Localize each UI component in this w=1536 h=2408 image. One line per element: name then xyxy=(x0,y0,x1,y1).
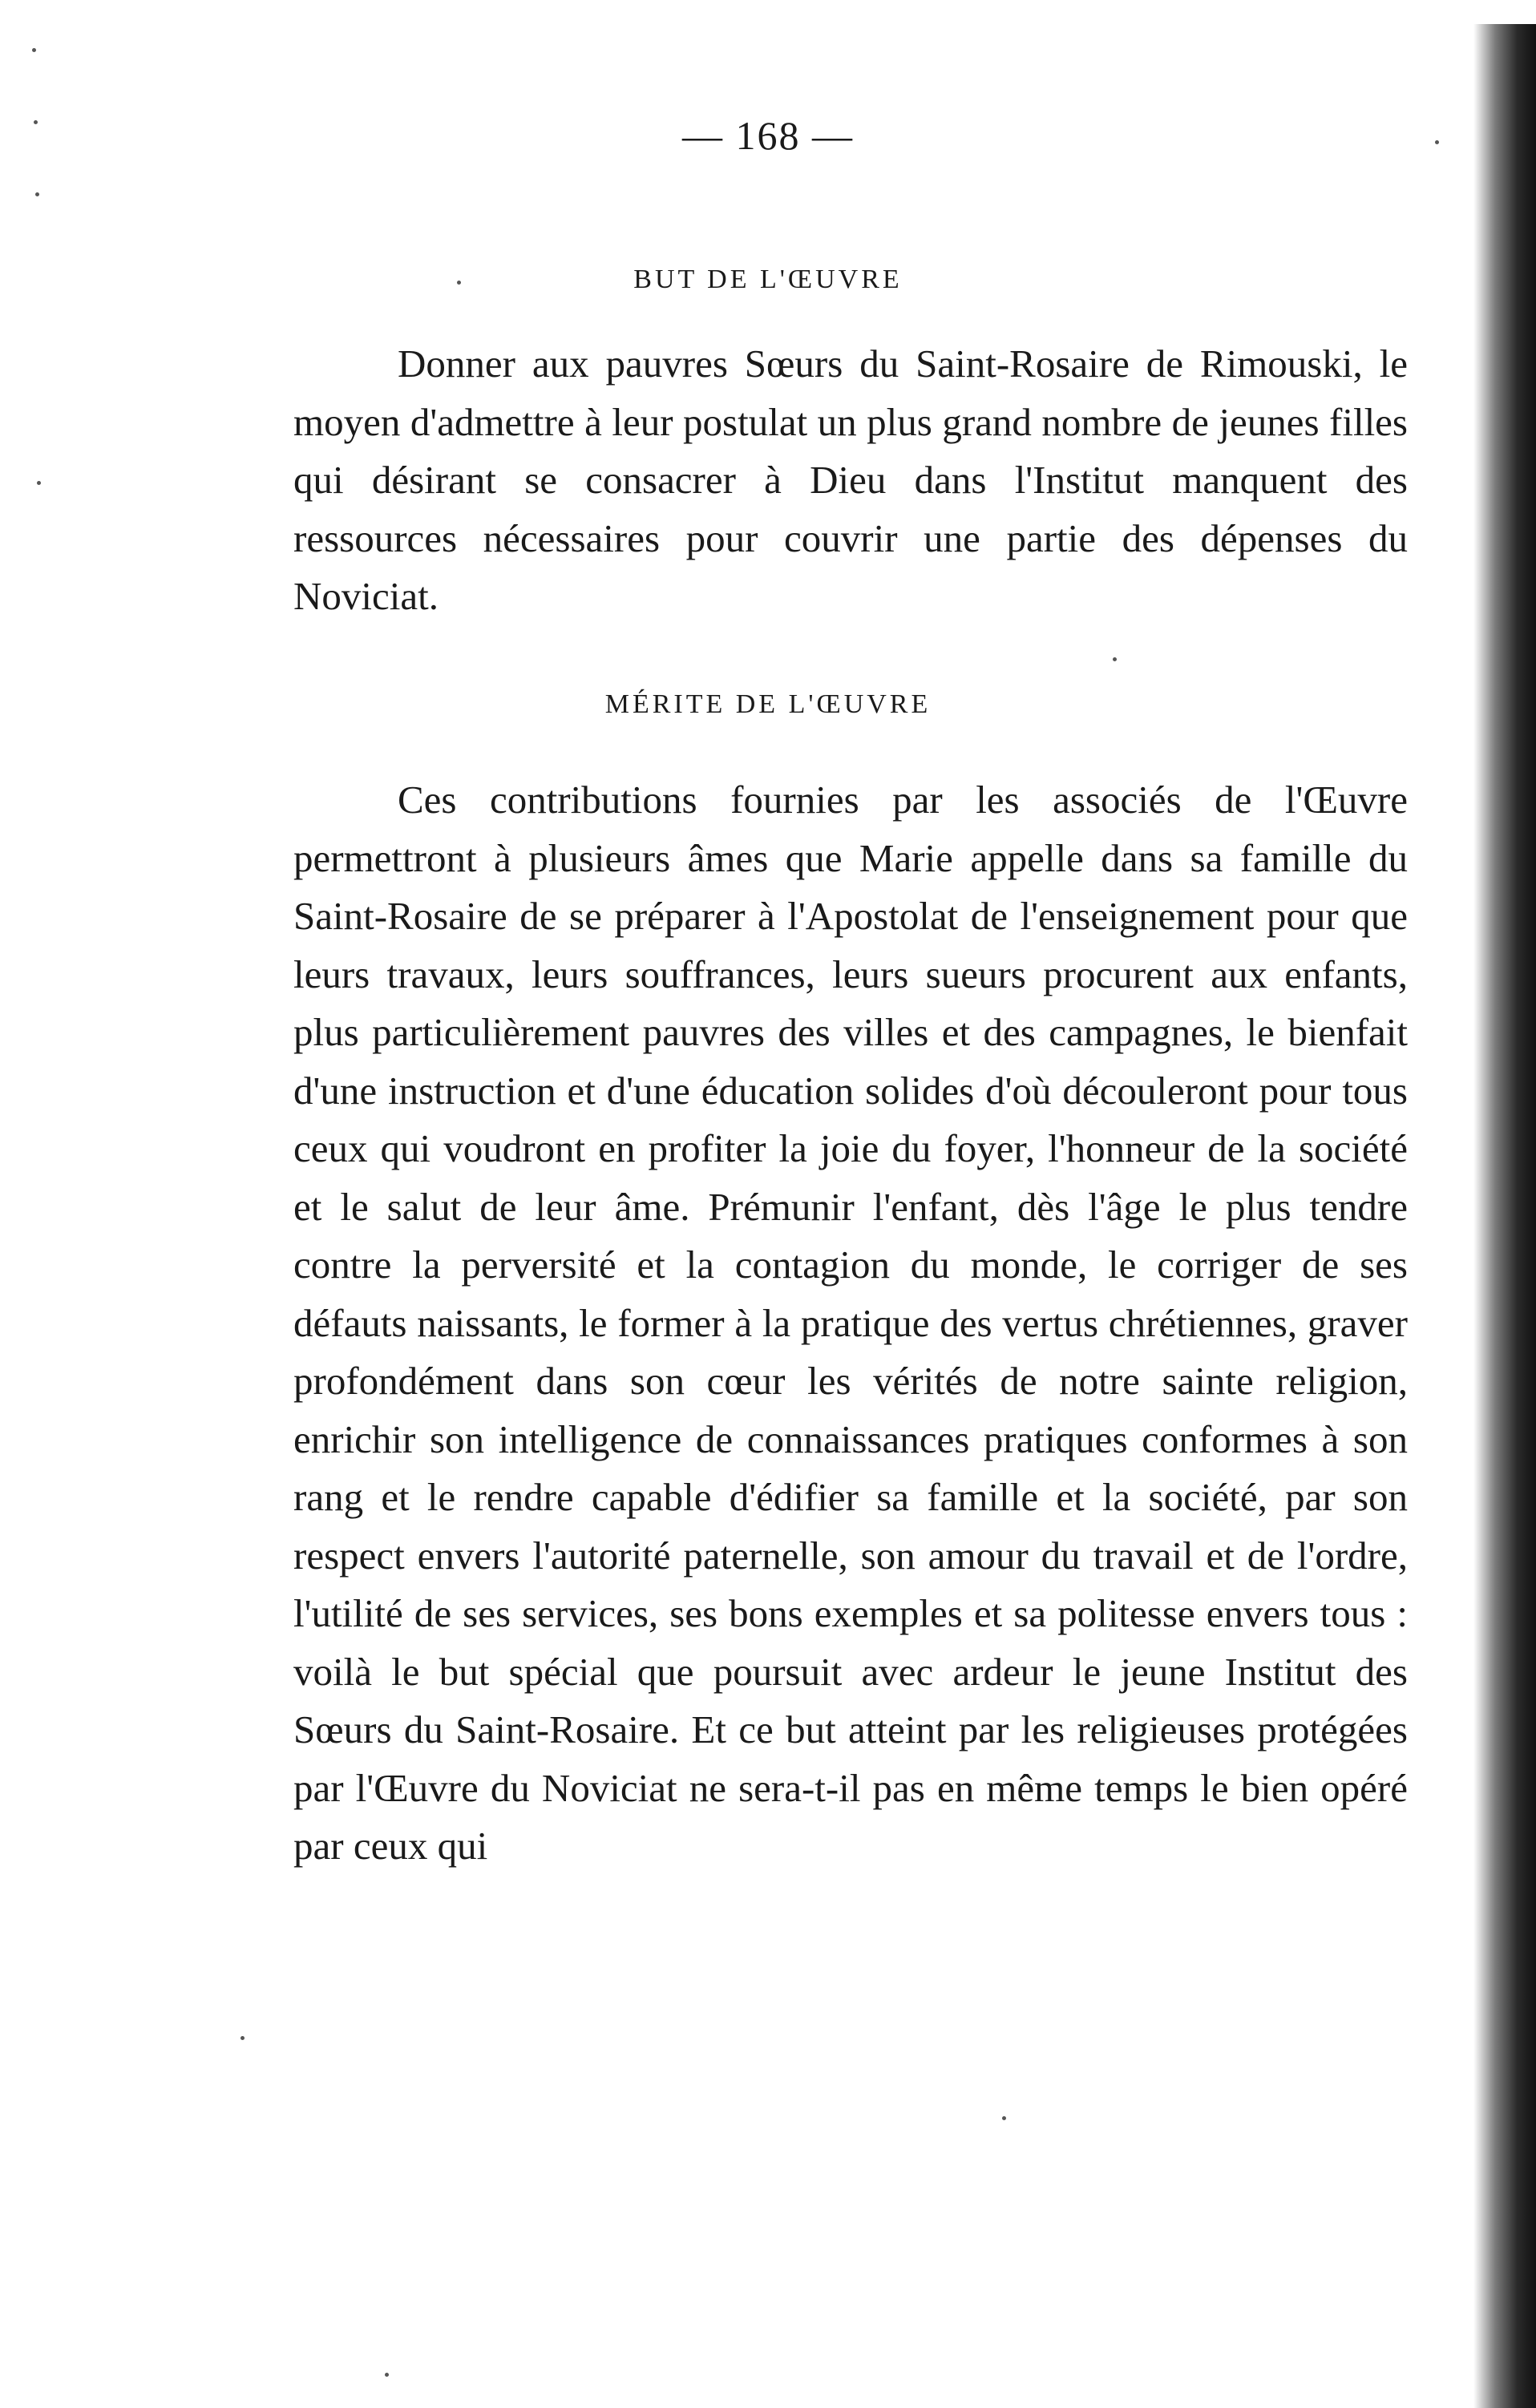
speck-mark xyxy=(457,281,461,285)
section-heading-but: BUT DE L'ŒUVRE xyxy=(633,265,903,294)
speck-mark xyxy=(34,120,38,124)
speck-mark xyxy=(37,481,41,485)
section-paragraph-but: Donner aux pauvres Sœurs du Saint-Rosaire de Rimouski, le moyen d'admettre à leur postulat un plus grand nombre de jeunes filles qui désirant se consacrer à Dieu dans l'Institut manquent des ressources nécessaires pour couvrir une partie des dépenses du Noviciat. xyxy=(293,341,1408,618)
speck-mark xyxy=(35,192,39,196)
speck-mark xyxy=(241,2036,245,2040)
speck-mark xyxy=(1435,140,1439,144)
speck-mark xyxy=(1002,2116,1006,2120)
speck-mark xyxy=(32,48,36,52)
page-edge-shadow xyxy=(1473,24,1536,2408)
section-paragraph-merite: Ces contributions fournies par les associés de l'Œuvre permettront à plusieurs âmes que Marie appelle dans sa famille du Saint-Rosaire de se préparer à l'Apostolat de l'enseignement pour que leurs travaux, leurs souffrances, leurs sueurs procurent aux enfants, plus particulièrement pauvres des villes et des campagnes, le bienfait d'une instruction et d'une éducation solides d'où découleront pour tous ceux qui voudront en profiter la joie du foyer, l'honneur de la société et le salut de leur âme. Prémunir l'enfant, dès l'âge le plus tendre contre la perversité et la contagion du monde, le corriger de ses défauts naissants, le former à la pratique des vertus chrétiennes, graver profondément dans son cœur les vérités de notre sainte religion, enrichir son intelligence de connaissances pratiques conformes à son rang et le rendre capable d'édifier sa famille et la société, par son respect envers l'autorité paternelle, son amour du travail et de l'ordre, l'utilité de ses services, ses bons exemples et sa politesse envers tous : voilà le but spécial que poursuit avec ardeur le jeune Institut des Sœurs du Saint-Rosaire. Et ce but atteint par les religieuses protégées par l'Œuvre du Noviciat ne sera-t-il pas en même temps le bien opéré par ceux qui xyxy=(293,778,1408,1868)
section-heading-merite: MÉRITE DE L'ŒUVRE xyxy=(604,689,932,719)
page-number: — 168 — xyxy=(682,113,854,158)
speck-mark xyxy=(1113,657,1117,661)
speck-mark xyxy=(385,2373,389,2377)
